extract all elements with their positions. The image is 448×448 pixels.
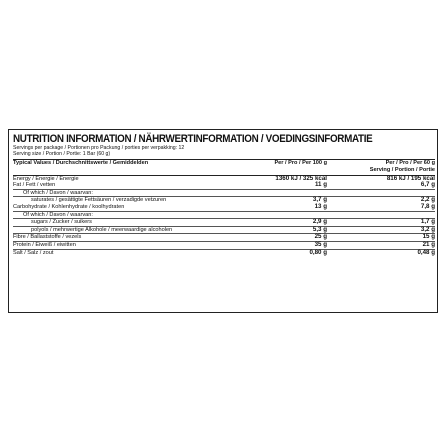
serving-size: Serving size / Portion / Portie: 1 Bar (60 g) — [13, 151, 111, 158]
table-row-saturates — [13, 197, 435, 204]
row-label: Carbohydrate / Kohlenhydrate / koolhydraten — [13, 203, 125, 210]
row-label: Of which / Davon / waarvan: — [13, 189, 243, 197]
row-per100: 5,3 g — [243, 226, 329, 234]
table-row-protein — [13, 241, 435, 249]
row-serving — [329, 211, 435, 219]
row-label: Energy / Energie / Energie — [13, 175, 243, 182]
table-row-sugars — [13, 219, 435, 227]
row-per100: 2,9 g — [243, 219, 329, 227]
row-label: polyols / mehrwertige Alkohole / meerwaardige alcoholen — [13, 226, 243, 234]
servings-per-package: Servings per package / Portionen pro Packung / porties per verpakking: 12 — [13, 145, 185, 151]
table-row-fat-of-which — [13, 189, 435, 197]
row-label: Of which / Davon / waarvan: — [13, 211, 243, 219]
table-row-energy — [13, 175, 435, 182]
header-per-serving-line2: Serving / Portion / Portie — [369, 167, 435, 173]
table-row-carb-of-which — [13, 211, 435, 219]
row-serving: 816 kJ / 195 kcal — [329, 175, 435, 182]
header-per-serving-line1: Per / Pro / Per 60 g — [385, 160, 435, 167]
row-label: saturates / gesättigte Fettsäuren / verzadigde vetzuren — [13, 197, 243, 204]
row-per100: 3,7 g — [243, 197, 329, 204]
row-label: sugars / Zucker / suikers — [13, 219, 243, 227]
row-per100: 1360 kJ / 325 kcal — [243, 175, 329, 182]
row-per100: 0,80 g — [243, 249, 329, 256]
row-serving: 21 g — [329, 241, 435, 249]
row-serving: 1,7 g — [329, 219, 435, 227]
row-per100: 13 g — [314, 202, 327, 210]
row-serving: 0,48 g — [329, 249, 435, 256]
nutrition-table — [13, 159, 435, 256]
table-row-fat — [13, 182, 435, 189]
nutrition-label — [8, 129, 438, 313]
row-label: Salt / Salz / zout — [13, 249, 243, 256]
header-per-serving — [329, 160, 435, 175]
header-per-100g: Per / Pro / Per 100 g — [243, 160, 329, 175]
table-row-salt — [13, 249, 435, 256]
row-serving: 3,2 g — [329, 226, 435, 234]
row-per100: 11 g — [314, 181, 327, 189]
row-serving — [329, 189, 435, 197]
table-header-row — [13, 160, 435, 175]
row-serving: 15 g — [329, 234, 435, 242]
table-row-fibre — [13, 234, 435, 242]
row-serving: 6,7 g — [420, 181, 435, 189]
table-row-carbohydrate — [13, 204, 435, 211]
row-label: Fat / Fett / vetten — [13, 182, 56, 189]
label-title: NUTRITION INFORMATION / NÄHRWERTINFORMATION / VOEDINGSINFORMATIE — [13, 133, 373, 145]
header-typical-values: Typical Values / Durchschnittswerte / Gemiddelden — [13, 160, 243, 175]
table-row-polyols — [13, 226, 435, 234]
row-serving: 7,8 g — [420, 202, 435, 210]
row-label: Fibre / Ballaststoffe / vezels — [13, 234, 243, 242]
row-per100: 35 g — [243, 241, 329, 249]
row-label: Protein / Eiweiß / eiwitten — [13, 241, 243, 249]
row-per100: 25 g — [243, 234, 329, 242]
row-serving: 2,2 g — [329, 197, 435, 204]
